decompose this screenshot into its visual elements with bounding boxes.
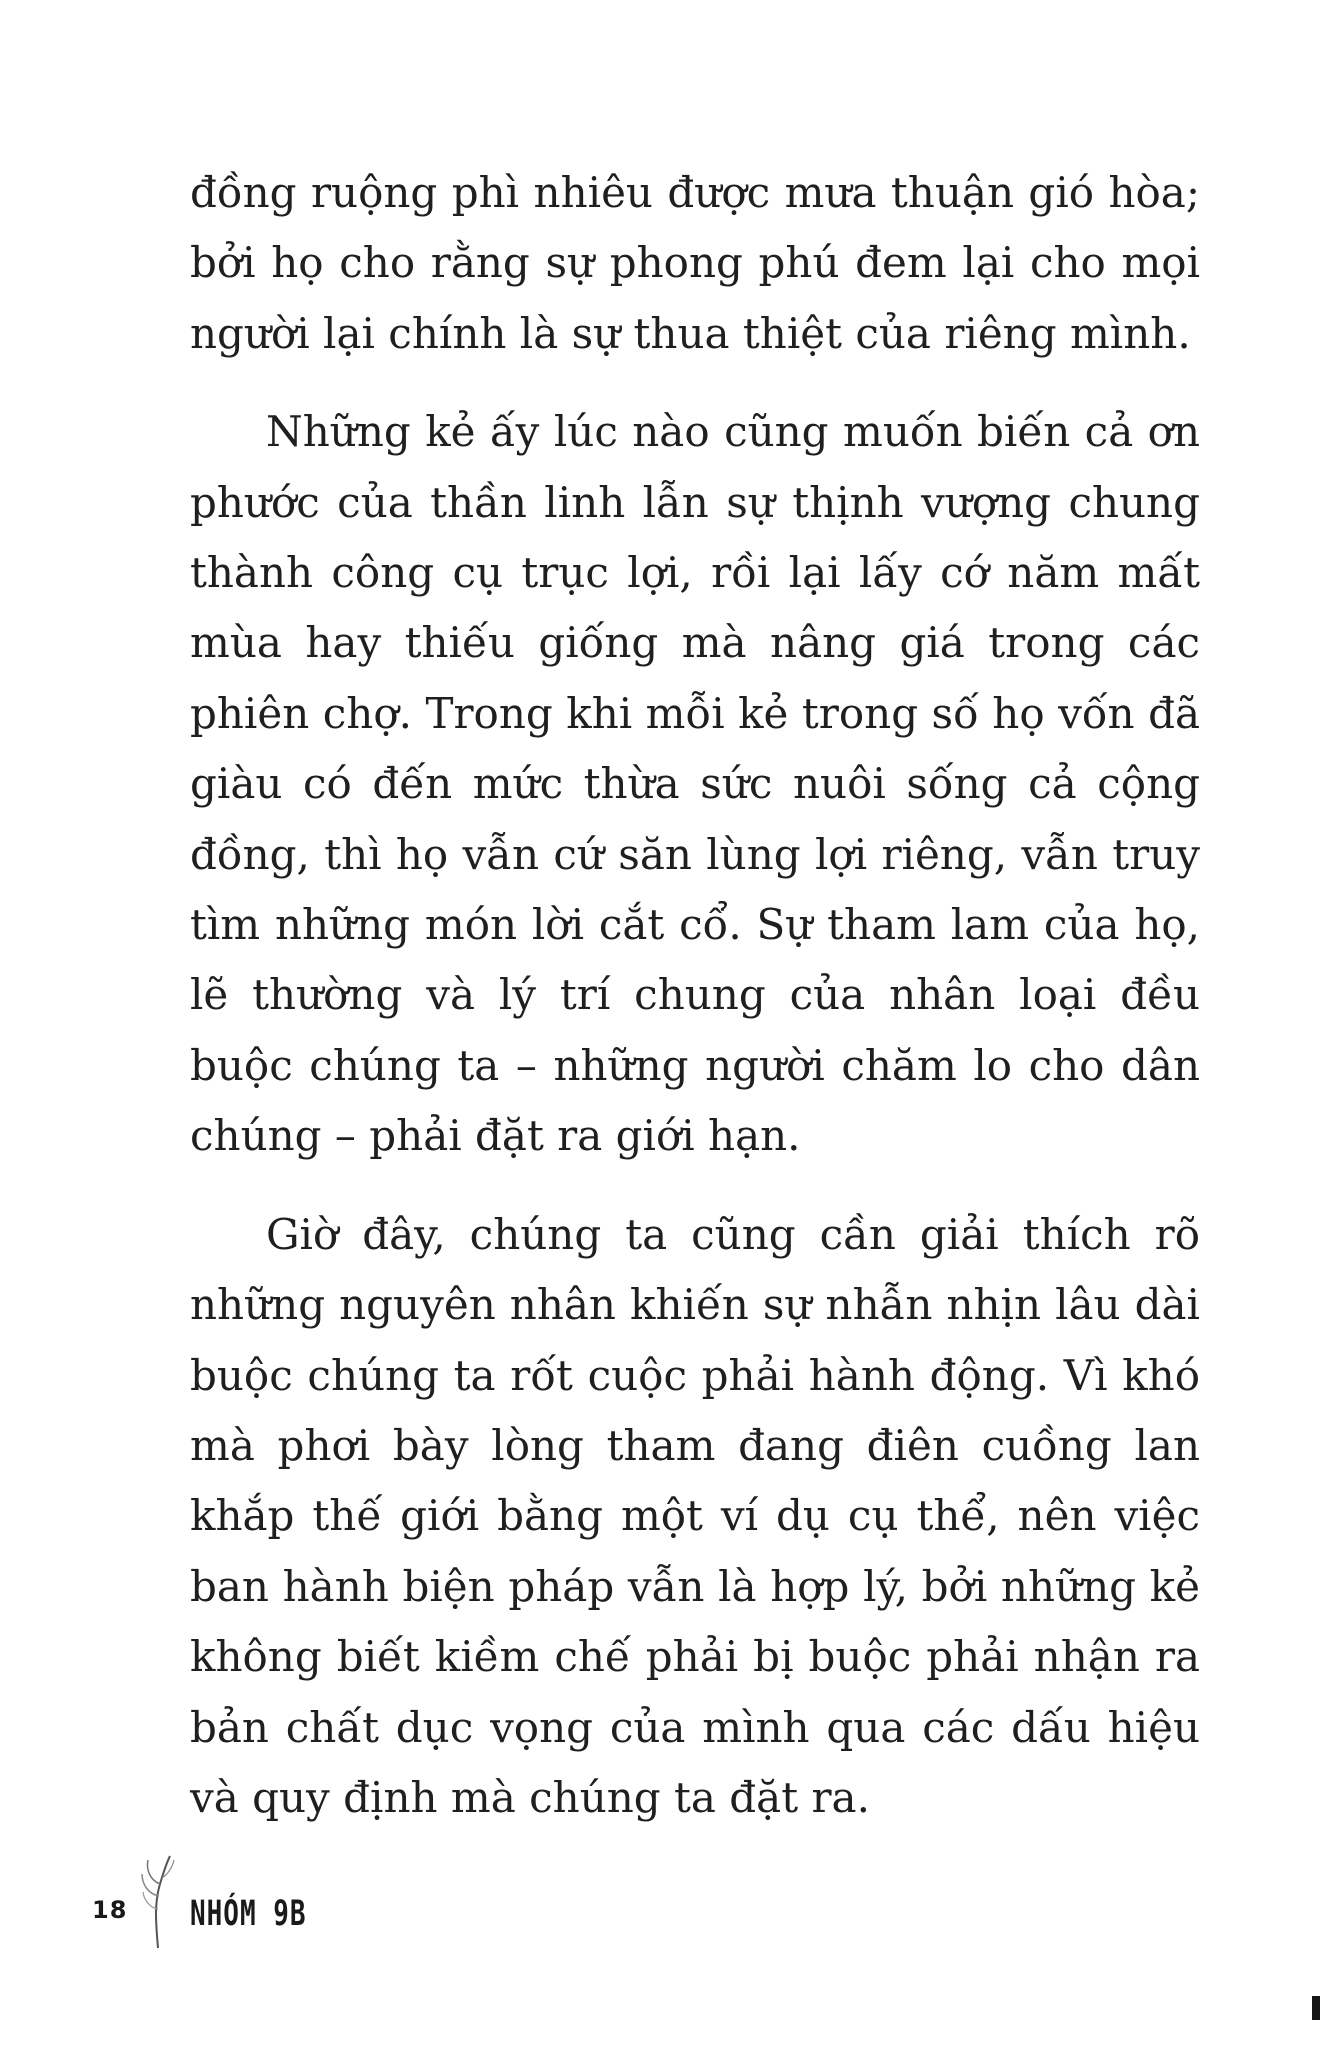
paragraph-1: đồng ruộng phì nhiêu được mưa thuận gió hòa; bởi họ cho rằng sự phong phú đem lại cho mọi người lại chính là sự thua thiệt của riêng mình. xyxy=(190,168,1200,358)
paragraph-2: Những kẻ ấy lúc nào cũng muốn biến cả ơn phước của thần linh lẫn sự thịnh vượng chung thành công cụ trục lợi, rồi lại lấy cớ năm mất mùa hay thiếu giống mà nâng giá trong các phiên chợ. Trong khi mỗi kẻ trong số họ vốn đã giàu có đến mức thừa sức nuôi sống cả cộng đồng, thì họ vẫn cứ săn lùng lợi riêng, vẫn truy tìm những món lời cắt cổ. Sự tham lam của họ, lẽ thường và lý trí chung của nhân loại đều buộc chúng ta – những người chăm lo cho dân chúng – phải đặt ra giới hạn. xyxy=(190,407,1200,1161)
page-number: 18 xyxy=(92,1896,128,1924)
publisher-name: NHÓM 9B xyxy=(190,1894,307,1935)
page-footer xyxy=(0,1880,1320,1980)
feather-icon xyxy=(136,1854,180,1950)
body-text xyxy=(190,158,1200,1833)
edge-mark xyxy=(1312,1996,1320,2020)
paragraph-3: Giờ đây, chúng ta cũng cần giải thích rõ những nguyên nhân khiến sự nhẫn nhịn lâu dài buộc chúng ta rốt cuộc phải hành động. Vì khó mà phơi bày lòng tham đang điên cuồng lan khắp thế giới bằng một ví dụ cụ thể, nên việc ban hành biện pháp vẫn là hợp lý, bởi những kẻ không biết kiềm chế phải bị buộc phải nhận ra bản chất dục vọng của mình qua các dấu hiệu và quy định mà chúng ta đặt ra. xyxy=(190,1209,1200,1822)
